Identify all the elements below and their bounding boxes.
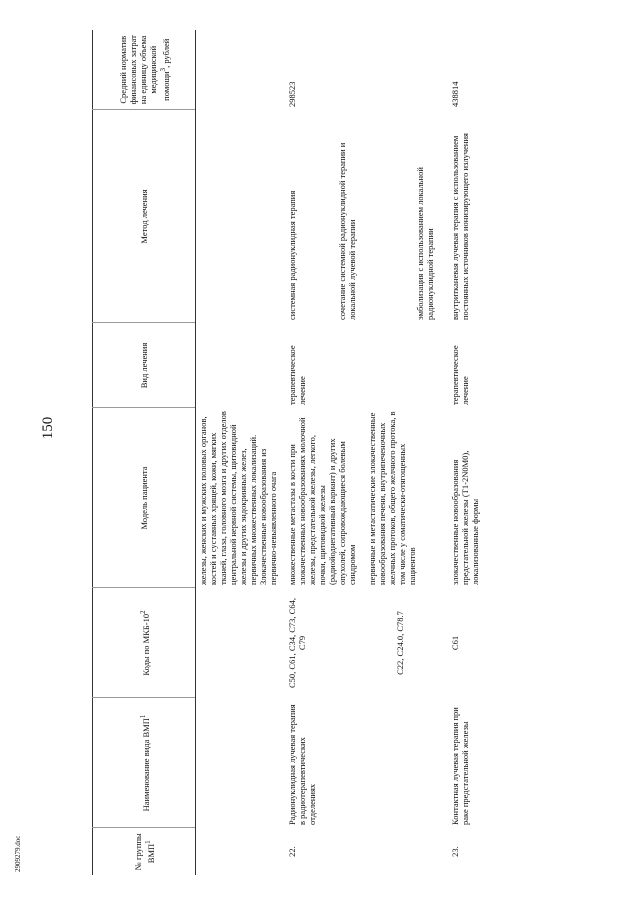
page-number: 150: [40, 416, 56, 440]
treatment-table: [92, 30, 483, 875]
row22-method-cell: [281, 110, 438, 323]
row22-method-1: системная радионуклидная терапия: [287, 190, 297, 320]
header-icd-codes: Коды по МКБ-$10^2$: [93, 588, 196, 698]
row22-model-1: множественные метастазы в кости при злокачественных новообразованиях молочной железы, предстательной железы, легкого, почки, щитовидной железы (радиойоднегативный вариант) и других опухолей, сопровождающиеся болевым синдромом: [287, 417, 357, 585]
row23-codes-cell: [438, 588, 483, 698]
table-row-23: [438, 30, 483, 875]
row23-number: 23.: [450, 846, 460, 857]
row22-model-2: первичные и метастатические злокачественные новообразования печени, внутрипеченочных желчных протоков, общего желчного протока, в том числе у соматически-отягощенных пациентов: [367, 411, 417, 585]
table-row-22: [281, 30, 438, 875]
header-vmp-name: Наименование вида ВМП$^1$: [93, 698, 196, 828]
row22-codes-cell: [281, 588, 438, 698]
table-header-row: [93, 30, 196, 875]
row22-cost: 298523: [287, 81, 297, 107]
row22-codes-2: C22, C24.0, C78.7: [395, 611, 405, 675]
rotated-table-container: [92, 30, 612, 875]
row23-codes: C61: [450, 635, 460, 651]
file-name: 2909279.doc: [14, 835, 22, 872]
row22-number: 22.: [287, 846, 297, 857]
table-row-continuation: [196, 30, 282, 875]
continuation-model-cell: железы, женских и мужских половых органов, костей и суставных хрящей, кожи, мягких тканей, глаза, головного мозга и других отделов центральной нервной системы, щитовидной железы и других эндокринных желез, первичных множественных локализаций. Злокачественные новообразования из первично-невыявленного очага: [198, 411, 278, 585]
row23-method: внутритканевая лучевая терапия с использованием постоянных источников ионизирующего излучения: [450, 133, 470, 320]
header-group-number: № группы ВМП$^1$: [93, 828, 196, 875]
header-patient-model: Модель пациента: [93, 408, 196, 588]
header-treatment-method: Метод лечения: [93, 110, 196, 323]
row23-name: Контактная лучевая терапия при раке предстательной железы: [450, 707, 470, 825]
row23-model: злокачественные новообразования предстательной железы (T1-2N0M0), локализованные формы: [450, 450, 480, 585]
row22-codes-1: C50, C61, C34, C73, C64, C79: [287, 598, 307, 688]
row22-name: Радионуклидная лучевая терапия в радиотерапевтических отделениях: [287, 704, 317, 825]
row22-method-3: эмболизация с использованием локальной радионуклидной терапии: [415, 167, 435, 320]
header-average-cost: Средний норматив финансовых затрат на единицу объема медицинской помощи$^3$, рублей: [93, 30, 196, 110]
row23-type: терапевтическое лечение: [450, 345, 470, 405]
row22-model-cell: [281, 408, 438, 588]
row22-method-2: сочетание системной радионуклидной терапии и локальной лучевой терапии: [337, 142, 357, 320]
header-treatment-type: Вид лечения: [93, 323, 196, 408]
row23-cost: 438814: [450, 81, 460, 107]
row22-type: терапевтическое лечение: [287, 345, 307, 405]
